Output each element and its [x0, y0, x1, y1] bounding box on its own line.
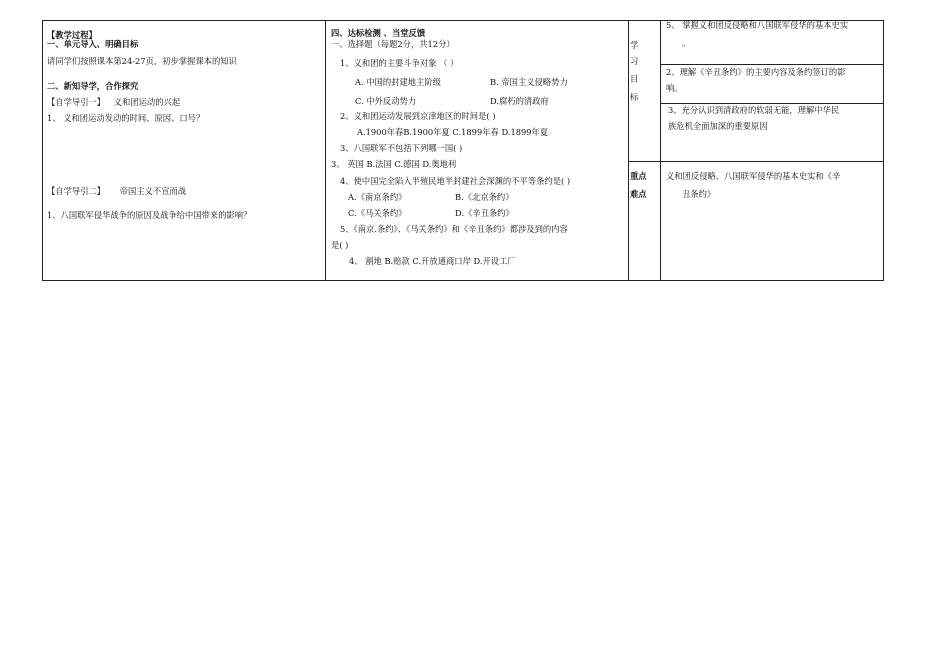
column-divider — [660, 21, 661, 280]
objectives-label-char: 习 — [630, 56, 639, 66]
section1-text: 请同学们按照课本第24-27页，初步掌握课本的知识 — [47, 56, 237, 66]
assessment-subtitle: 一、选择题（每题2分，共12分） — [331, 39, 455, 49]
q4-option-c: C.《马关条约》 — [348, 208, 407, 218]
objective-2: 2、理解《辛丑条约》的主要内容及条约签订的影 — [666, 67, 846, 77]
q1-option-a: A. 中国的封建地主阶级 — [355, 77, 441, 87]
objective-1: 5、 掌握义和团反侵略和八国联军侵华的基本史实 — [666, 20, 849, 30]
q1-option-d: D.腐朽的清政府 — [490, 96, 549, 106]
question-1: 1、义和团的主要斗争对象 （ ） — [340, 58, 459, 68]
question-5-cont: 是( ) — [331, 240, 349, 250]
q1-option-c: C. 中外反动势力 — [355, 96, 417, 106]
guide2-heading — [47, 186, 186, 197]
section1-title: 一、单元导入、明确目标 — [47, 39, 139, 49]
q3-options: 3、 英国 B.法国 C.德国 D.奥地利 — [331, 159, 457, 169]
section2-title: 二、新知导学，合作探究 — [47, 81, 139, 91]
objectives-label-char: 目 — [630, 74, 639, 84]
row-divider — [660, 64, 883, 65]
q1-option-b: B. 帝国主义侵略势力 — [490, 77, 568, 87]
column-divider — [628, 21, 629, 280]
question-3: 3、八国联军不包括下列哪一国( ) — [340, 143, 463, 153]
objective-3-cont: 族危机全面加深的重要原因 — [668, 121, 768, 131]
difficult-points-label: 难点 — [630, 189, 647, 199]
key-points-label: 重点 — [630, 171, 647, 181]
objectives-label-char: 学 — [630, 40, 639, 50]
objective-1-cont: 。 — [682, 38, 691, 48]
objective-2-cont: 响。 — [666, 83, 683, 93]
q4-option-a: A.《南京条约》 — [348, 192, 407, 202]
question-5: 5、《南京.条约》、《马关条约》和《辛丑条约》都涉及到的内容 — [340, 224, 568, 234]
guide2-question: 1、八国联军侵华战争的原因及战争给中国带来的影响？ — [47, 210, 252, 220]
q5-options: 4、 割地 B.赔款 C.开放通商口岸 D.开设工厂 — [349, 256, 516, 266]
q4-option-b: B.《北京条约》 — [455, 192, 514, 202]
guide2-topic: 帝国主义不宣而战 — [119, 186, 187, 196]
guide1-topic: 义和团运动的兴起 — [113, 97, 181, 107]
column-divider — [325, 21, 326, 280]
row-divider — [628, 161, 883, 162]
question-4: 4、使中国完全陷入半殖民地半封建社会深渊的不平等条约是( ) — [340, 176, 571, 186]
guide1-question: 1、 义和团运动发动的时间、原因、口号？ — [47, 113, 205, 123]
objective-3: 3、充分认识到清政府的软弱无能，理解中华民 — [668, 105, 840, 115]
guide1-heading — [47, 97, 180, 108]
q4-option-d: D.《辛丑条约》 — [455, 208, 514, 218]
objectives-label-char: 标 — [630, 92, 639, 102]
q2-options: A.1900年春B.1900年夏 C.1899年春 D.1899年夏 — [357, 127, 549, 137]
process-title: 【教学过程】 — [47, 30, 97, 40]
assessment-title: 四、达标检测 、当堂反馈 — [331, 28, 426, 38]
guide2-label: 【自学导引二】 — [47, 186, 106, 196]
key-points-text-cont: 丑条约》 — [682, 189, 716, 199]
question-2: 2、义和团运动发展到京津地区的时间是( ) — [340, 111, 496, 121]
key-points-text: 义和团反侵略、八国联军侵华的基本史实和《辛 — [666, 171, 841, 181]
row-divider — [660, 103, 883, 104]
guide1-label: 【自学导引一】 — [47, 97, 106, 107]
